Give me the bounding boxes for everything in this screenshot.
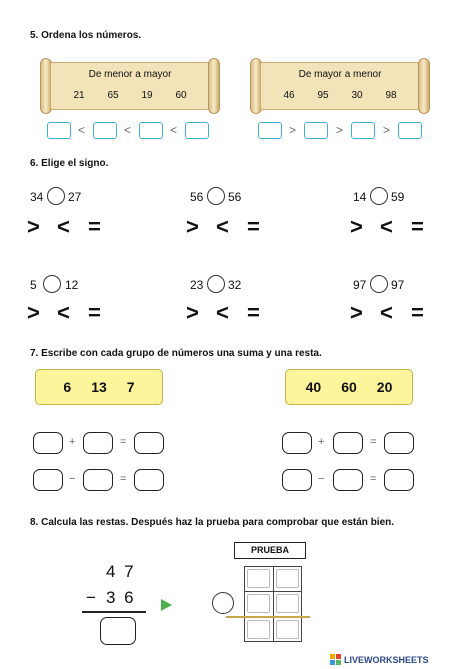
scroll-number: 46 [283, 90, 295, 101]
scroll-numbers [62, 90, 198, 101]
plus-sign: + [318, 436, 325, 448]
greater-than-option[interactable]: > [350, 214, 363, 239]
liveworksheets-logo-text: LIVEWORKSHEETS [344, 655, 429, 665]
prueba-grid-column-divider [273, 566, 274, 642]
order-answer-box[interactable] [139, 122, 163, 139]
difference-operand-box[interactable] [83, 469, 113, 491]
minus-sign: − [318, 473, 325, 485]
greater-than-option[interactable]: > [350, 300, 363, 325]
order-answer-box[interactable] [351, 122, 375, 139]
scroll-number: 30 [351, 90, 363, 101]
equals-sign: = [120, 436, 127, 448]
prueba-digit-box[interactable] [247, 569, 270, 588]
prueba-digit-box[interactable] [247, 594, 270, 613]
prueba-digit-box[interactable] [276, 594, 299, 613]
sign-answer-circle[interactable] [43, 275, 61, 293]
compare-left-number: 34 [30, 190, 44, 204]
order-symbol: > [383, 123, 391, 137]
greater-than-option[interactable]: > [27, 300, 40, 325]
equals-option[interactable]: = [88, 214, 101, 239]
less-than-option[interactable]: < [57, 300, 70, 325]
equals-option[interactable]: = [411, 214, 424, 239]
order-answer-box[interactable] [398, 122, 422, 139]
order-answer-box[interactable] [304, 122, 328, 139]
prueba-sign-circle[interactable] [212, 592, 234, 614]
order-answer-box[interactable] [93, 122, 117, 139]
equals-option[interactable]: = [88, 300, 101, 325]
plus-sign: + [69, 436, 76, 448]
order-symbol: < [78, 123, 86, 137]
difference-operand-box[interactable] [33, 469, 63, 491]
equals-sign: = [370, 436, 377, 448]
sign-answer-circle[interactable] [207, 187, 225, 205]
scroll-numbers [272, 90, 408, 101]
difference-operand-box[interactable] [282, 469, 312, 491]
sign-answer-circle[interactable] [370, 187, 388, 205]
section-5-heading: 5. Ordena los números. [30, 30, 142, 41]
number-group-box [285, 369, 413, 405]
greater-than-option[interactable]: > [186, 300, 199, 325]
difference-result-box[interactable] [134, 469, 164, 491]
compare-left-number: 5 [30, 278, 37, 292]
section-7-heading: 7. Escribe con cada grupo de números una suma y una resta. [30, 348, 322, 359]
group-number: 20 [376, 379, 393, 395]
less-than-option[interactable]: < [57, 214, 70, 239]
greater-than-option[interactable]: > [27, 214, 40, 239]
compare-right-number: 27 [68, 190, 82, 204]
group-number: 60 [341, 379, 357, 395]
subtraction-line [82, 611, 146, 613]
sum-operand-box[interactable] [33, 432, 63, 454]
liveworksheets-logo-icon [330, 654, 342, 665]
scroll-title: De mayor a menor [298, 69, 382, 80]
compare-right-number: 59 [391, 190, 405, 204]
subtraction-result-box[interactable] [100, 617, 136, 645]
equals-option[interactable]: = [247, 214, 260, 239]
section-8-heading: 8. Calcula las restas. Después haz la prueba para comprobar que están bien. [30, 517, 395, 528]
sum-result-box[interactable] [384, 432, 414, 454]
subtraction-minuend: 4 7 [106, 562, 136, 581]
order-symbol: < [124, 123, 132, 137]
less-than-option[interactable]: < [380, 300, 393, 325]
group-number: 7 [126, 379, 135, 395]
prueba-label: PRUEBA [234, 542, 306, 559]
order-symbol: < [170, 123, 178, 137]
sign-answer-circle[interactable] [207, 275, 225, 293]
scroll-number: 65 [107, 90, 119, 101]
sum-operand-box[interactable] [83, 432, 113, 454]
scroll-number: 21 [73, 90, 85, 101]
order-symbol: > [336, 123, 344, 137]
sum-operand-box[interactable] [282, 432, 312, 454]
sum-result-box[interactable] [134, 432, 164, 454]
equals-option[interactable]: = [411, 300, 424, 325]
scroll-number: 19 [141, 90, 153, 101]
order-symbol: > [289, 123, 297, 137]
order-answer-box[interactable] [258, 122, 282, 139]
scroll-number: 60 [175, 90, 187, 101]
group-number: 13 [91, 379, 107, 395]
sum-operand-box[interactable] [333, 432, 363, 454]
prueba-digit-box[interactable] [247, 620, 270, 639]
less-than-option[interactable]: < [380, 214, 393, 239]
scroll-descending [250, 58, 430, 114]
equals-sign: = [370, 473, 377, 485]
group-number: 6 [63, 379, 72, 395]
sign-answer-circle[interactable] [47, 187, 65, 205]
prueba-digit-box[interactable] [276, 620, 299, 639]
equals-sign: = [120, 473, 127, 485]
compare-left-number: 97 [353, 278, 367, 292]
compare-right-number: 32 [228, 278, 242, 292]
subtraction-subtrahend: 3 6 [106, 588, 136, 607]
less-than-option[interactable]: < [216, 300, 229, 325]
group-number: 40 [305, 379, 322, 395]
compare-left-number: 14 [353, 190, 367, 204]
compare-right-number: 56 [228, 190, 242, 204]
less-than-option[interactable]: < [216, 214, 229, 239]
scroll-ascending [40, 58, 220, 114]
prueba-grid-row-divider [244, 591, 302, 592]
scroll-roll-right [418, 58, 430, 114]
equals-option[interactable]: = [247, 300, 260, 325]
scroll-title: De menor a mayor [88, 69, 172, 80]
difference-result-box[interactable] [384, 469, 414, 491]
arrow-right-icon [160, 598, 173, 612]
prueba-digit-box[interactable] [276, 569, 299, 588]
compare-right-number: 97 [391, 278, 405, 292]
subtraction-minus-sign: − [86, 588, 96, 607]
sign-answer-circle[interactable] [370, 275, 388, 293]
prueba-sum-line [226, 616, 310, 618]
compare-left-number: 56 [190, 190, 204, 204]
scroll-number: 98 [385, 90, 397, 101]
compare-left-number: 23 [190, 278, 204, 292]
greater-than-option[interactable]: > [186, 214, 199, 239]
difference-operand-box[interactable] [333, 469, 363, 491]
section-6-heading: 6. Elige el signo. [30, 158, 109, 169]
compare-right-number: 12 [65, 278, 79, 292]
minus-sign: − [69, 473, 76, 485]
order-answer-box[interactable] [47, 122, 71, 139]
scroll-number: 95 [317, 90, 329, 101]
scroll-roll-right [208, 58, 220, 114]
order-answer-box[interactable] [185, 122, 209, 139]
number-group-box [35, 369, 163, 405]
